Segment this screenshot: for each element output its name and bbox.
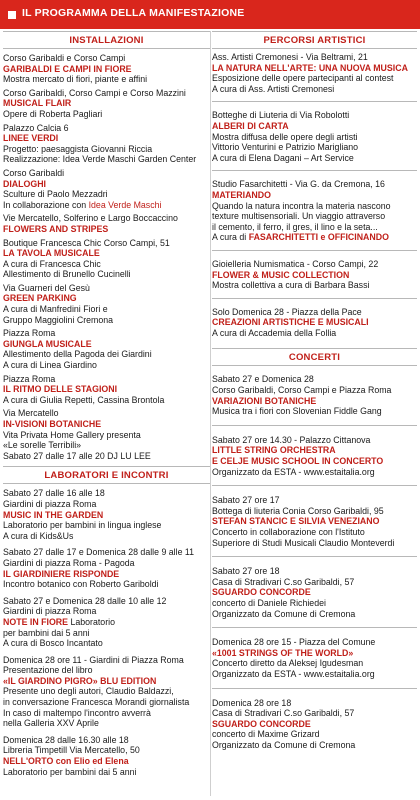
entry-line: Opere di Roberta Pagliari xyxy=(3,108,103,119)
entry-when-where: Domenica 28 ore 11 - Giardini di Piazza Roma xyxy=(3,654,184,665)
entry-mixed-line xyxy=(212,232,417,243)
entry-title-text: MUSICAL FLAIR xyxy=(3,98,72,109)
entry-title xyxy=(212,63,417,74)
entry-title xyxy=(212,516,417,527)
program-entry xyxy=(3,735,210,777)
entry-location: Corso Garibaldi xyxy=(3,167,65,178)
program-banner xyxy=(0,0,420,29)
entry-title-text: NOTE IN FIORE xyxy=(3,616,69,627)
entry-title-text: IL RITMO DELLE STAGIONI xyxy=(3,384,118,395)
entry-line: Organizzato da ESTA - www.estaitalia.org xyxy=(212,466,375,477)
entry-title-text: GARIBALDI E CAMPI IN FIORE xyxy=(3,63,132,74)
entry-line: Organizzato da Comune di Cremona xyxy=(212,608,356,619)
entry-line: Organizzato da Comune di Cremona xyxy=(212,739,356,750)
program-entry xyxy=(212,374,417,416)
entry-title-text: ALBERI DI CARTA xyxy=(212,120,289,131)
entry-title xyxy=(3,64,210,75)
program-entry xyxy=(212,179,417,243)
entry-title-text: MATERIANDO xyxy=(212,189,271,200)
entry-title xyxy=(212,445,417,456)
program-entry xyxy=(212,307,417,339)
entry-title xyxy=(3,179,210,190)
program-entry xyxy=(3,408,210,461)
section-title-percorsi: PERCORSI ARTISTICI xyxy=(212,31,417,49)
entry-title-text: IN-VISIONI BOTANICHE xyxy=(3,419,102,429)
program-entry xyxy=(3,328,210,370)
entry-line: In caso di maltempo l'incontro avverrà xyxy=(3,707,151,718)
entry-title xyxy=(212,648,417,659)
entry-title-text: «IL GIARDINO PIGRO» BLU EDITION xyxy=(3,675,157,686)
program-entry xyxy=(3,238,210,280)
entry-when-where: Domenica 28 ore 15 - Piazza del Comune xyxy=(212,637,376,648)
entry-line: per bambini dai 5 anni xyxy=(3,627,90,638)
entry-line: Concerto diretto da Aleksej Igudesman xyxy=(212,658,364,669)
entry-line: Quando la natura incontra la materia nascono xyxy=(212,200,391,211)
program-entry xyxy=(3,374,210,406)
entry-title xyxy=(3,676,210,687)
entry-divider xyxy=(212,425,417,426)
entry-location: Via Mercatello xyxy=(3,408,59,419)
entry-line: A cura di Ass. Artisti Cremonesi xyxy=(212,83,335,94)
column-divider xyxy=(210,31,211,796)
installazioni-list xyxy=(3,53,210,461)
entry-title-text: FLOWERS AND STRIPES xyxy=(3,223,109,234)
entry-when-where: Sabato 27 dalle 16 alle 18 xyxy=(3,488,105,499)
entry-when-where: Sabato 27 dalle 17 e Domenica 28 dalle 9 alle 11 xyxy=(3,547,195,558)
entry-title-text: FLOWER & MUSIC COLLECTION xyxy=(212,269,350,280)
entry-title-text: GREEN PARKING xyxy=(3,293,77,304)
entry-title xyxy=(3,510,210,521)
entry-mixed-plain: In collaborazione con xyxy=(3,199,89,210)
entry-location: Studio Fasarchitetti - Via G. da Cremona, 16 xyxy=(212,179,385,190)
entry-divider xyxy=(212,688,417,689)
entry-title xyxy=(3,569,210,580)
program-entry xyxy=(212,637,417,679)
entry-line: Esposizione delle opere partecipanti al contest xyxy=(212,73,394,84)
entry-line: nella Galleria XXV Aprile xyxy=(3,718,99,729)
entry-title xyxy=(3,248,210,259)
entry-location: Corso Garibaldi e Corso Campi xyxy=(3,53,126,63)
entry-divider xyxy=(212,627,417,628)
entry-line: Mostra collettiva a cura di Barbara Bassi xyxy=(212,280,370,291)
program-entry xyxy=(3,53,210,85)
entry-title-text: GIUNGLA MUSICALE xyxy=(3,338,92,349)
entry-title-text: STEFAN STANCIC E SILVIA VENEZIANO xyxy=(212,516,380,527)
entry-when-where: Sabato 27 ore 18 xyxy=(212,566,280,577)
entry-location: Gioielleria Numismatica - Corso Campi, 22 xyxy=(212,258,379,269)
program-entry xyxy=(3,168,210,210)
entry-title xyxy=(3,419,210,430)
entry-line: Mostra diffusa delle opere degli artisti xyxy=(212,131,358,142)
entry-divider xyxy=(212,250,417,251)
entry-line: concerto di Daniele Richiedei xyxy=(212,597,326,608)
entry-title-text: SGUARDO CONCORDE xyxy=(212,587,311,598)
entry-line: Organizzato da ESTA - www.estaitalia.org xyxy=(212,668,375,679)
entry-line: Allestimento di Brunello Cucinelli xyxy=(3,269,131,280)
entry-line: Incontro botanico con Roberto Gariboldi xyxy=(3,579,159,590)
entry-title-text: LA TAVOLA MUSICALE xyxy=(3,248,100,259)
entry-location: Piazza Roma xyxy=(3,373,56,384)
program-entry xyxy=(212,566,417,619)
program-entry xyxy=(212,52,417,94)
entry-title xyxy=(3,339,210,350)
entry-title-line2: E CELJE MUSIC SCHOOL IN CONCERTO xyxy=(212,456,384,467)
program-entry xyxy=(212,110,417,163)
entry-location: Piazza Roma xyxy=(3,328,56,339)
program-entry xyxy=(212,259,417,291)
entry-line: Realizzazione: Idea Verde Maschi Garden Center xyxy=(3,154,197,165)
entry-title-text: LA NATURA NELL'ARTE: UNA NUOVA MUSICA xyxy=(212,62,408,73)
entry-divider xyxy=(212,101,417,102)
entry-line: A cura di Accademia della Follia xyxy=(212,327,337,338)
entry-line: A cura di Elena Dagani – Art Service xyxy=(212,152,354,163)
entry-line: Concerto in collaborazione con l'Istituto xyxy=(212,527,365,537)
program-entry xyxy=(3,655,210,729)
entry-title-text: IL GIARDINIERE RISPONDE xyxy=(3,568,120,579)
entry-when-where: Casa di Stradivari C.so Garibaldi, 57 xyxy=(212,708,355,719)
entry-line: Vita Privata Home Gallery presenta xyxy=(3,429,141,440)
entry-line: in conversazione Francesca Morandi giornalista xyxy=(3,697,190,708)
entry-line: texture multisensoriali. Un viaggio attraverso xyxy=(212,211,386,222)
entry-title-text: VARIAZIONI BOTANICHE xyxy=(212,395,317,406)
entry-location: Vie Mercatello, Solferino e Largo Boccaccino xyxy=(3,213,178,224)
entry-mixed-highlight: FASARCHITETTI e OFFICINANDO xyxy=(248,232,389,243)
entry-when-where: Casa di Stradivari C.so Garibaldi, 57 xyxy=(212,576,355,587)
entry-line: Sculture di Paolo Mezzadri xyxy=(3,189,108,200)
entry-title-text: DIALOGHI xyxy=(3,178,47,189)
section-title-laboratori: LABORATORI E INCONTRI xyxy=(3,466,210,484)
entry-line: A cura di Bosco Incantato xyxy=(3,638,103,649)
entry-when-where: Giardini di piazza Roma - Pagoda xyxy=(3,557,135,568)
entry-title xyxy=(3,384,210,395)
entry-line: Laboratorio per bambini in lingua inglese xyxy=(3,520,162,531)
program-entry xyxy=(3,596,210,649)
entry-mixed-highlight: Idea Verde Maschi xyxy=(88,199,162,210)
entry-title xyxy=(212,396,417,407)
right-column xyxy=(212,31,417,751)
entry-title xyxy=(3,756,210,767)
program-entry xyxy=(3,488,210,541)
entry-line: Vittorio Venturini e Patrizio Marigliano xyxy=(212,142,359,153)
program-entry xyxy=(212,435,417,477)
entry-title xyxy=(212,587,417,598)
entry-location: Corso Garibaldi, Corso Campi e Corso Mazzini xyxy=(3,87,186,98)
entry-when-where: Giardini di piazza Roma xyxy=(3,498,97,509)
entry-when-where: Giardini di piazza Roma xyxy=(3,606,97,617)
entry-title xyxy=(212,719,417,730)
entry-title xyxy=(212,121,417,132)
entry-title-text: MUSIC IN THE GARDEN xyxy=(3,509,104,520)
entry-line: A cura di Kids&Us xyxy=(3,530,74,541)
entry-divider xyxy=(212,170,417,171)
entry-mixed-line xyxy=(3,200,210,211)
entry-divider xyxy=(212,485,417,486)
entry-title-suffix: Laboratorio xyxy=(68,616,115,627)
entry-line: Superiore di Studi Musicali Claudio Monteverdi xyxy=(212,537,395,548)
entry-line: Mostra mercato di fiori, piante e affini xyxy=(3,74,148,85)
entry-line: Allestimento della Pagoda dei Giardini xyxy=(3,349,152,360)
entry-line: A cura di Manfredini Fiori e xyxy=(3,304,108,315)
entry-when-where: Sabato 27 ore 14.30 - Palazzo Cittanova xyxy=(212,434,371,445)
entry-line: concerto di Maxime Grizard xyxy=(212,729,320,740)
banner-square-icon xyxy=(8,11,16,19)
entry-title xyxy=(3,224,210,235)
entry-title xyxy=(212,270,417,281)
section-title-concerti: CONCERTI xyxy=(212,348,417,366)
entry-title xyxy=(3,98,210,109)
program-entry xyxy=(3,213,210,234)
entry-line: Progetto: paesaggista Giovanni Riccia xyxy=(3,143,153,154)
entry-title xyxy=(3,133,210,144)
entry-line: «Le sorelle Terribili» xyxy=(3,440,82,451)
concerti-list xyxy=(212,374,417,750)
entry-line: Sabato 27 dalle 17 alle 20 DJ LU LEE xyxy=(3,450,151,461)
entry-divider xyxy=(212,298,417,299)
entry-line: Presente uno degli autori, Claudio Baldazzi, xyxy=(3,686,174,697)
entry-divider xyxy=(212,556,417,557)
entry-when-where: Libreria Timpetill Via Mercatello, 50 xyxy=(3,745,140,756)
program-title: IL PROGRAMMA DELLA MANIFESTAZIONE xyxy=(22,7,245,19)
entry-mixed-plain: A cura di xyxy=(212,232,249,243)
section-title-installazioni: INSTALLAZIONI xyxy=(3,31,210,49)
entry-title xyxy=(212,190,417,201)
entry-title-text: NELL'ORTO con Elio ed Elena xyxy=(3,756,129,767)
entry-location: Ass. Artisti Cremonesi - Via Beltrami, 21 xyxy=(212,52,368,62)
program-entry xyxy=(3,283,210,325)
entry-location: Palazzo Calcia 6 xyxy=(3,122,69,133)
percorsi-list xyxy=(212,52,417,338)
entry-when-where: Bottega di liuteria Conia Corso Garibaldi, 95 xyxy=(212,505,384,516)
program-entry xyxy=(3,88,210,120)
entry-line: Gruppo Maggiolini Cremona xyxy=(3,314,114,325)
entry-location: Boutique Francesca Chic Corso Campi, 51 xyxy=(3,237,170,248)
entry-when-where: Sabato 27 ore 17 xyxy=(212,495,280,506)
entry-title-text: «1001 STRINGS OF THE WORLD» xyxy=(212,647,354,658)
laboratori-list xyxy=(3,488,210,777)
program-entry xyxy=(3,123,210,165)
entry-line: A cura di Francesca Chic xyxy=(3,258,101,269)
program-entry xyxy=(212,698,417,751)
entry-location: Solo Domenica 28 - Piazza della Pace xyxy=(212,306,362,317)
entry-when-where: Presentazione del libro xyxy=(3,665,93,676)
entry-title-text: SGUARDO CONCORDE xyxy=(212,718,311,729)
entry-when-where: Sabato 27 e Domenica 28 dalle 10 alle 12 xyxy=(3,595,167,606)
entry-title-text: CREAZIONI ARTISTICHE E MUSICALI xyxy=(212,317,369,328)
left-column xyxy=(3,31,210,777)
program-entry xyxy=(212,495,417,548)
entry-title xyxy=(3,617,210,628)
program-entry xyxy=(3,547,210,589)
entry-when-where: Domenica 28 dalle 16.30 alle 18 xyxy=(3,734,129,745)
entry-location: Via Guarneri del Gesù xyxy=(3,282,90,293)
entry-line: il cemento, il ferro, il gres, il lino e la seta... xyxy=(212,221,378,232)
entry-line: Musica tra i fiori con Slovenian Fiddle Gang xyxy=(212,406,382,417)
entry-when-where: Corso Garibaldi, Corso Campi e Piazza Roma xyxy=(212,385,392,396)
entry-line: Laboratorio per bambini dai 5 anni xyxy=(3,766,137,777)
entry-when-where: Domenica 28 ore 18 xyxy=(212,697,292,708)
entry-title-text: LINEE VERDI xyxy=(3,133,59,144)
entry-when-where: Sabato 27 e Domenica 28 xyxy=(212,374,314,385)
entry-line: A cura di Linea Giardino xyxy=(3,360,97,371)
entry-location: Botteghe di Liuteria di Via Robolotti xyxy=(212,110,350,121)
entry-title-text: LITTLE STRING ORCHESTRA xyxy=(212,445,336,456)
entry-title xyxy=(3,293,210,304)
entry-title xyxy=(212,317,417,328)
entry-line: A cura di Giulia Repetti, Cassina Brontola xyxy=(3,394,165,405)
